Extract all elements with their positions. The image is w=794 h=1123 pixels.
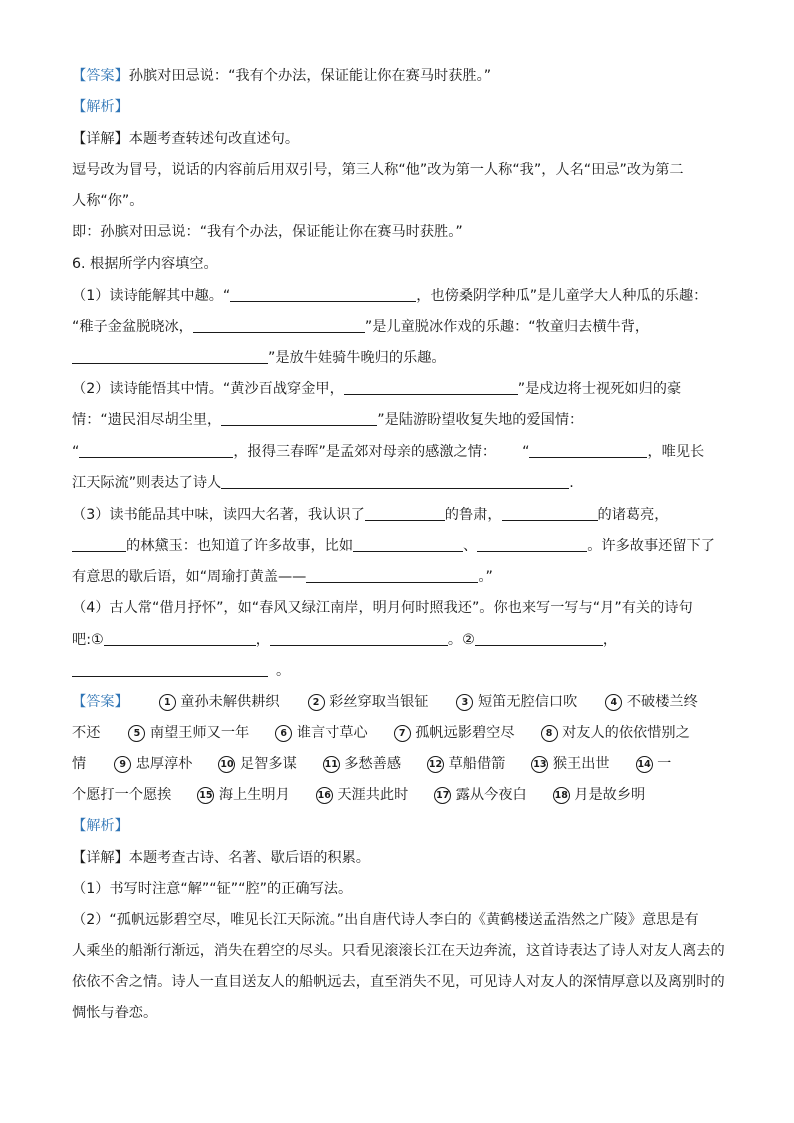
answer-blank[interactable] — [529, 442, 647, 458]
q6-detail-line: 惆怅与眷恋。 — [72, 1005, 158, 1021]
q6-p2-line1: （2）读诗能悟其中情。“黄沙百战穿金甲， ”是戍边将士视死如归的豪 — [72, 381, 682, 397]
answer-blank[interactable] — [502, 505, 598, 521]
q6-detail-line: 人乘坐的船渐行渐远，消失在碧空的尽头。只看见滚滚长江在天边奔流，这首诗表达了诗人对友人离去的 — [72, 943, 725, 959]
answer-item: 一 — [657, 756, 672, 772]
answer-blank[interactable] — [477, 536, 587, 552]
answer-item: 谁言寸草心 — [296, 725, 368, 741]
q6-p4-line2: 吧:① ， 。② ， — [72, 632, 618, 648]
answer-item: 彩丝穿取当银钲 — [329, 694, 429, 710]
answer-tag: 【答案】 — [72, 694, 129, 710]
answer-item: 不破楼兰终 — [626, 694, 698, 710]
answer-number-badge: 5 — [128, 725, 145, 742]
answer-blank[interactable] — [230, 286, 416, 302]
answer-item: 猴王出世 — [552, 756, 610, 772]
answer-item: 露从今夜白 — [455, 787, 527, 803]
answer-item: 多愁善感 — [344, 756, 402, 772]
answer-blank[interactable] — [365, 505, 445, 521]
q6-p1-line1: （1）读诗能解其中趣。“ ，也傍桑阴学种瓜”是儿童学大人种瓜的乐趣： — [72, 288, 708, 304]
answer-number-badge: 2 — [308, 694, 325, 711]
detail-tag: 【详解】 — [72, 850, 129, 866]
answer-number-badge: 7 — [394, 725, 411, 742]
q6-p3-line3: 有意思的歇后语，如“周瑜打黄盖—— 。” — [72, 569, 493, 585]
answer-item: 足智多谋 — [240, 756, 297, 772]
answer-number-badge: 13 — [531, 756, 548, 773]
detail-text: 本题考查转述句改直述句。 — [128, 131, 300, 147]
answer-item: 童孙未解供耕织 — [180, 694, 280, 710]
answer-blank[interactable] — [221, 410, 377, 426]
answer-item: 个愿打一个愿挨 — [72, 787, 172, 803]
q5-detail-line: 人称“你”。 — [72, 193, 144, 209]
detail-tag: 【详解】 — [72, 131, 129, 147]
q5-detail-line — [72, 129, 299, 149]
answer-number-badge: 6 — [275, 725, 292, 742]
answer-item: 海上生明月 — [218, 787, 290, 803]
q6-p4-line1: （4）古人常“借月抒怀”，如“春风又绿江南岸，明月何时照我还”。你也来写一写与“月”有关的诗句 — [72, 600, 693, 616]
answer-blank[interactable] — [72, 536, 126, 552]
answer-item: 南望王师又一年 — [149, 725, 250, 741]
answer-blank[interactable] — [72, 661, 268, 677]
answer-blank[interactable] — [79, 442, 233, 458]
q6-p1-line3: ”是放牛娃骑牛晚归的乐趣。 — [72, 348, 446, 368]
answer-number-badge: 12 — [427, 756, 444, 773]
answer-number-badge: 4 — [605, 694, 622, 711]
answer-number-badge: 10 — [218, 756, 235, 773]
q6-answers-line3 — [72, 754, 671, 774]
q6-detail-line: 【详解】本题考查古诗、名著、歇后语的积累。 — [72, 850, 370, 866]
answer-blank[interactable] — [270, 630, 448, 646]
answer-number-badge: 18 — [553, 787, 570, 804]
answer-number-badge: 15 — [197, 787, 214, 804]
answer-number-badge: 1 — [159, 694, 176, 711]
answer-blank[interactable] — [72, 348, 268, 364]
q6-answers-line4 — [72, 785, 645, 805]
q6-answers-line2 — [72, 723, 690, 743]
answer-number-badge: 14 — [636, 756, 653, 773]
q6-detail-line: 依依不舍之情。诗人一直目送友人的船帆远去，直至消失不见，可见诗人对友人的深情厚意以及离别时的 — [72, 974, 725, 990]
answer-item: 天涯共此时 — [337, 787, 409, 803]
answer-number-badge: 16 — [316, 787, 333, 804]
analysis-tag: 【解析】 — [72, 818, 129, 834]
answer-blank[interactable] — [104, 630, 256, 646]
answer-number-badge: 17 — [434, 787, 451, 804]
q6-title: 6. 根据所学内容填空。 — [72, 256, 218, 272]
q6-p2-line2: 情：“遗民泪尽胡尘里， ”是陆游盼望收复失地的爱国情： — [72, 412, 584, 428]
answer-item: 情 — [72, 756, 87, 772]
q6-analysis-tag — [72, 816, 129, 836]
answer-item: 孤帆远影碧空尽 — [415, 725, 515, 741]
analysis-tag: 【解析】 — [72, 99, 129, 115]
q6-p1-line2: “稚子金盆脱晓冰， ”是儿童脱冰作戏的乐趣：“牧童归去横牛背， — [72, 319, 650, 335]
q5-detail-line: 即：孙膑对田忌说：“我有个办法，保证能让你在赛马时获胜。” — [72, 224, 463, 240]
answer-item: 忠厚淳朴 — [135, 756, 193, 772]
q6-p2-line4: 江天际流”则表达了诗人 . — [72, 475, 574, 491]
answer-number-badge: 3 — [456, 694, 473, 711]
answer-blank[interactable] — [353, 536, 463, 552]
answer-item: 短笛无腔信口吹 — [477, 694, 578, 710]
q6-p3-line2: 的林黛玉：也知道了许多故事，比如 、 。许多故事还留下了 — [72, 536, 715, 556]
answer-text: 孙膑对田忌说：“我有个办法，保证能让你在赛马时获胜。” — [128, 68, 492, 84]
answer-blank[interactable] — [475, 630, 603, 646]
answer-blank[interactable] — [344, 379, 518, 395]
q6-p3-line1: （3）读书能品其中味，读四大名著，我认识了 的鲁肃， 的诸葛亮， — [72, 507, 669, 523]
answer-blank[interactable] — [306, 567, 478, 583]
answer-item: 草船借箭 — [448, 756, 506, 772]
q5-detail-line: 逗号改为冒号，说话的内容前后用双引号，第三人称“他”改为第一人称“我”，人名“田忌”改为第二 — [72, 162, 684, 178]
answer-tag: 【答案】 — [72, 68, 129, 84]
answer-number-badge: 9 — [114, 756, 131, 773]
answer-item: 不还 — [72, 725, 101, 741]
answer-number-badge: 8 — [541, 725, 558, 742]
answer-number-badge: 11 — [323, 756, 340, 773]
answer-blank[interactable] — [193, 317, 365, 333]
q5-answer-line — [72, 66, 491, 86]
answer-item: 对友人的依依惜别之 — [562, 725, 690, 741]
q5-analysis-tag — [72, 97, 129, 117]
q6-p4-line3: 。 — [72, 661, 290, 681]
q6-detail-line: （1）书写时注意“解”“钲”“腔”的正确写法。 — [72, 881, 353, 897]
q6-detail-line: （2）“孤帆远影碧空尽，唯见长江天际流。”出自唐代诗人李白的《黄鹤楼送孟浩然之广陵》意思是有 — [72, 912, 699, 928]
answer-item: 月是故乡明 — [574, 787, 646, 803]
q6-p2-line3: “ ，报得三春晖”是孟郊对母亲的感激之情： “ ，唯见长 — [72, 444, 705, 460]
answer-blank[interactable] — [221, 473, 569, 489]
q6-answers-line1 — [72, 692, 698, 712]
